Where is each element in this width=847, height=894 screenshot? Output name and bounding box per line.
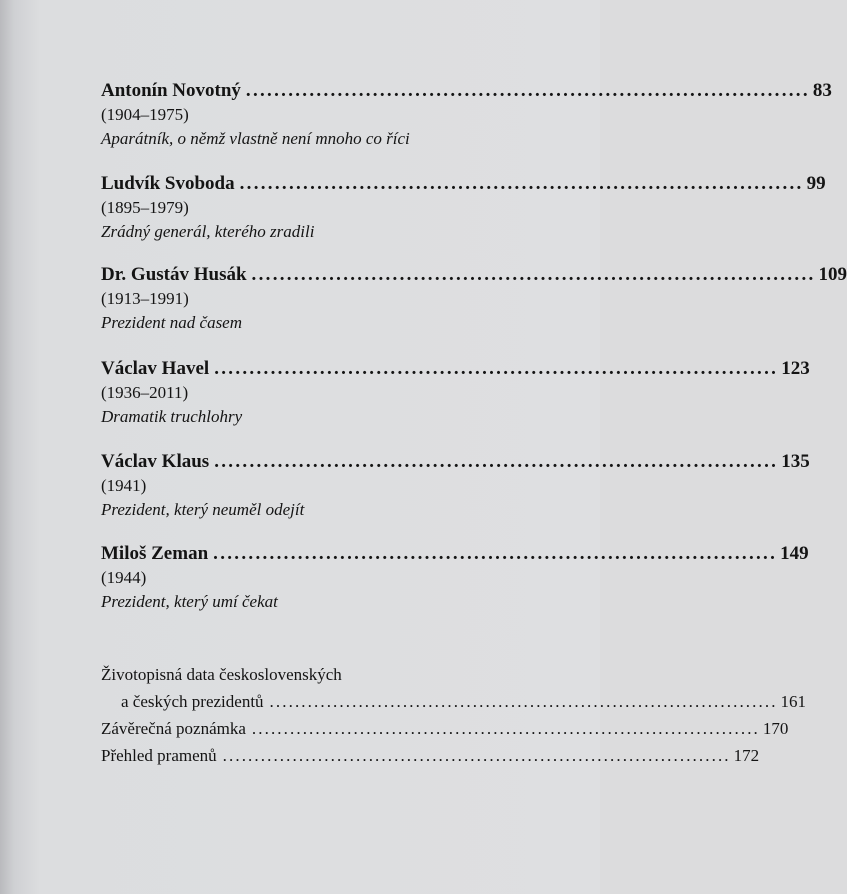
dot-leader: ................................................................................: [251, 264, 816, 285]
entry-years: (1913–1991): [101, 289, 189, 308]
entry-page-number: 149: [780, 543, 809, 564]
entry-subtitle: Prezident nad časem: [101, 313, 243, 332]
entry-years: (1904–1975): [101, 105, 189, 124]
toc-entry-biography-data-cont[interactable]: [101, 688, 807, 715]
toc-entry-svoboda[interactable]: [101, 173, 826, 243]
entry-heading: [101, 451, 810, 473]
dot-leader: ................................................................................: [213, 543, 778, 564]
toc-entry-havel[interactable]: [101, 358, 810, 428]
bio-title-line2: a českých prezidentů: [121, 692, 264, 711]
sources-page-number: 172: [733, 746, 760, 765]
entry-name: Václav Havel: [101, 358, 210, 379]
toc-entry-sources[interactable]: [101, 742, 760, 769]
toc-entry-novotny[interactable]: [101, 80, 832, 150]
entry-name: Antonín Novotný: [101, 80, 241, 101]
entry-heading: [101, 358, 810, 380]
dot-leader: ................................................................................: [251, 719, 760, 738]
entry-name: Ludvík Svoboda: [101, 173, 235, 194]
entry-subtitle: Zrádný generál, kterého zradili: [101, 222, 315, 241]
toc-entry-klaus[interactable]: [101, 451, 810, 521]
entry-page-number: 99: [806, 173, 826, 194]
entry-years: (1936–2011): [101, 383, 189, 402]
entry-page-number: 83: [812, 80, 832, 101]
entry-page-number: 123: [781, 358, 810, 379]
entry-name: Miloš Zeman: [101, 543, 209, 564]
entry-subtitle: Prezident, který umí čekat: [101, 592, 278, 611]
entry-years: (1941): [101, 476, 147, 495]
entry-name: Dr. Gustáv Husák: [101, 264, 247, 285]
toc-entry-final-note[interactable]: [101, 715, 789, 742]
entry-years: (1895–1979): [101, 198, 189, 217]
final-note-page-number: 170: [762, 719, 789, 738]
entry-name: Václav Klaus: [101, 451, 210, 472]
dot-leader: ................................................................................: [245, 80, 810, 101]
dot-leader: ................................................................................: [214, 451, 779, 472]
dot-leader: ................................................................................: [269, 692, 778, 711]
dot-leader: ................................................................................: [214, 358, 779, 379]
sources-title: Přehled pramenů: [101, 746, 217, 765]
toc-entry-zeman[interactable]: [101, 543, 809, 613]
entry-page-number: 109: [818, 264, 847, 285]
entry-subtitle: Dramatik truchlohry: [101, 407, 243, 426]
entry-heading: [101, 543, 809, 565]
toc-entry-biography-data[interactable]: [101, 661, 556, 688]
entry-heading: [101, 264, 847, 286]
bio-page-number: 161: [780, 692, 807, 711]
final-note-title: Závěrečná poznámka: [101, 719, 246, 738]
dot-leader: ................................................................................: [222, 746, 731, 765]
toc-appendix: [101, 661, 807, 769]
toc-entry-husak[interactable]: [101, 264, 847, 334]
entry-subtitle: Prezident, který neuměl odejít: [101, 500, 305, 519]
entry-subtitle: Aparátník, o němž vlastně není mnoho co říci: [101, 129, 410, 148]
entry-years: (1944): [101, 568, 147, 587]
entry-heading: [101, 173, 826, 195]
bio-title-line1: Životopisná data československých: [101, 665, 342, 684]
dot-leader: ................................................................................: [239, 173, 804, 194]
entry-heading: [101, 80, 832, 102]
entry-page-number: 135: [781, 451, 810, 472]
